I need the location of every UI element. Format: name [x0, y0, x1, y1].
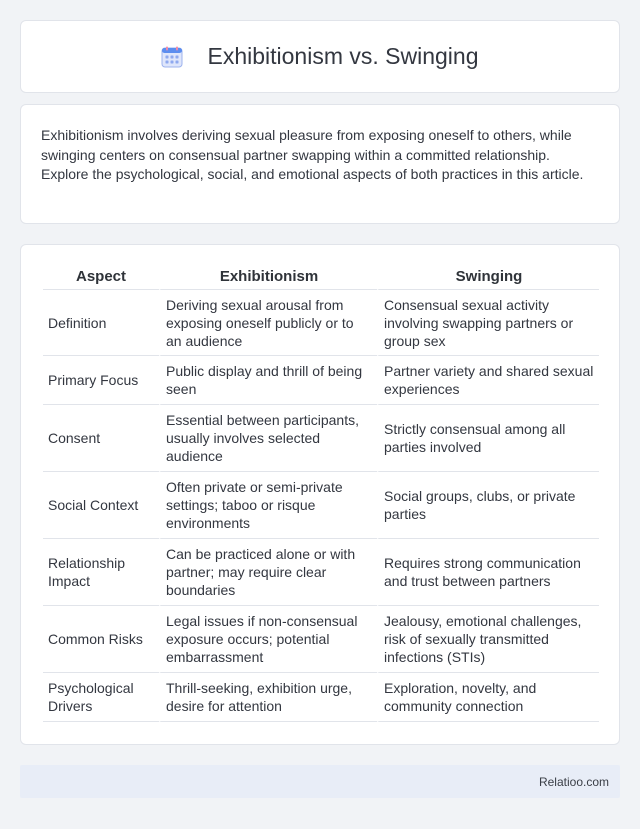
row-aspect: Common Risks: [43, 606, 159, 673]
row-exhibitionism: Deriving sexual arousal from exposing oneself publicly or to an audience: [159, 290, 377, 356]
header-card: [20, 20, 620, 93]
table-row: [43, 606, 599, 673]
table-header-row: [43, 268, 599, 290]
row-exhibitionism: Essential between participants, usually involves selected audience: [159, 405, 377, 472]
column-header-swinging: Swinging: [377, 268, 599, 290]
row-swinging: Social groups, clubs, or private parties: [377, 472, 599, 539]
row-aspect: Psychological Drivers: [43, 673, 159, 722]
row-swinging: Requires strong communication and trust between partners: [377, 539, 599, 606]
table-row: [43, 673, 599, 722]
intro-paragraph: Exhibitionism involves deriving sexual pleasure from exposing oneself to others, while swinging centers on consensual partner swapping within a committed relationship. Explore the psychological, social, and emotional aspects of both practices in this article.: [41, 127, 584, 182]
intro-card: [20, 104, 620, 224]
row-exhibitionism: Often private or semi-private settings; taboo or risque environments: [159, 472, 377, 539]
table-row: [43, 405, 599, 472]
row-aspect: Social Context: [43, 472, 159, 539]
calendar-icon: [161, 46, 183, 68]
row-exhibitionism: Thrill-seeking, exhibition urge, desire for attention: [159, 673, 377, 722]
comparison-table-card: [20, 244, 620, 745]
footer: [20, 765, 620, 798]
table-row: [43, 472, 599, 539]
row-swinging: Consensual sexual activity involving swapping partners or group sex: [377, 290, 599, 356]
footer-brand: Relatioo.com: [538, 774, 609, 789]
row-swinging: Jealousy, emotional challenges, risk of sexually transmitted infections (STIs): [377, 606, 599, 673]
page-title: Exhibitionism vs. Swinging: [207, 43, 479, 69]
comparison-table: [43, 268, 599, 722]
row-aspect: Relationship Impact: [43, 539, 159, 606]
row-swinging: Strictly consensual among all parties involved: [377, 405, 599, 472]
row-swinging: Partner variety and shared sexual experiences: [377, 356, 599, 405]
table-row: [43, 539, 599, 606]
row-exhibitionism: Can be practiced alone or with partner; may require clear boundaries: [159, 539, 377, 606]
row-aspect: Primary Focus: [43, 356, 159, 405]
table-row: [43, 290, 599, 356]
row-exhibitionism: Public display and thrill of being seen: [159, 356, 377, 405]
row-aspect: Definition: [43, 290, 159, 356]
row-swinging: Exploration, novelty, and community connection: [377, 673, 599, 722]
column-header-exhibitionism: Exhibitionism: [159, 268, 377, 290]
column-header-aspect: Aspect: [43, 268, 159, 290]
row-exhibitionism: Legal issues if non-consensual exposure occurs; potential embarrassment: [159, 606, 377, 673]
row-aspect: Consent: [43, 405, 159, 472]
table-row: [43, 356, 599, 405]
